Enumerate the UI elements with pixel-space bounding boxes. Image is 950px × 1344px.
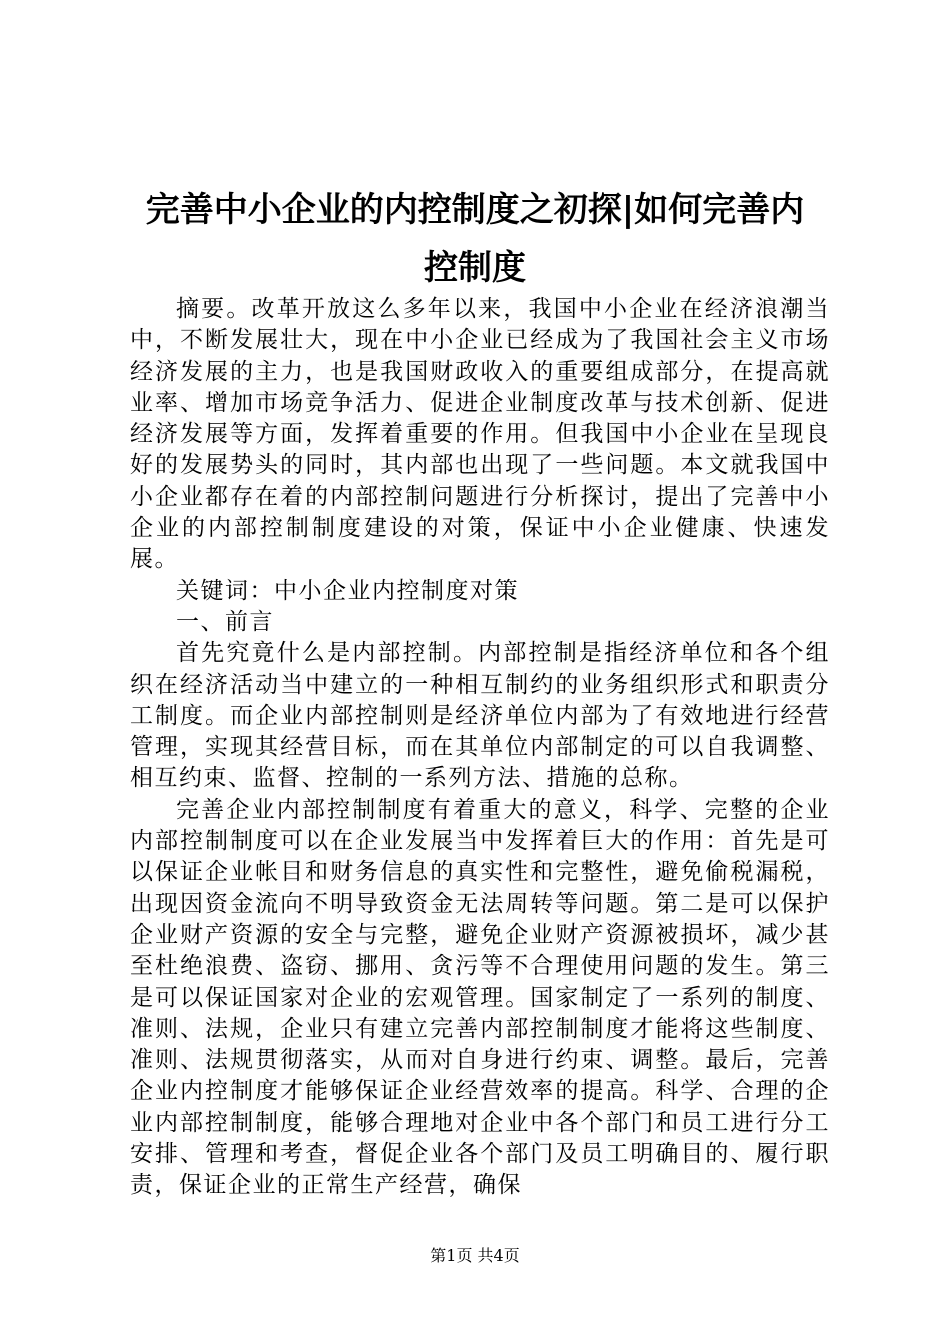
document-title-line-2: 控制度	[424, 248, 526, 288]
document-body	[130, 294, 830, 1202]
section-heading-preface: 一、前言	[176, 608, 274, 635]
document-title-line-1: 完善中小企业的内控制度之初探|如何完善内	[145, 190, 805, 230]
body-paragraph: 首先究竟什么是内部控制。内部控制是指经济单位和各个组织在经济活动当中建立的一种相互制约的业务组织形式和职责分工制度。而企业内部控制则是经济单位内部为了有效地进行经营管理，实现其经营目标，而在其单位内部制定的可以自我调整、相互约束、监督、控制的一系列方法、措施的总称。	[130, 640, 830, 792]
body-paragraph: 完善企业内部控制制度有着重大的意义，科学、完整的企业内部控制制度可以在企业发展当中发挥着巨大的作用：首先是可以保证企业帐目和财务信息的真实性和完整性，避免偷税漏税，出现因资金流向不明导致资金无法周转等问题。第二是可以保护企业财产资源的安全与完整，避免企业财产资源被损坏，减少甚至杜绝浪费、盗窃、挪用、贪污等不合理使用问题的发生。第三是可以保证国家对企业的宏观管理。国家制定了一系列的制度、准则、法规，企业只有建立完善内部控制制度才能将这些制度、准则、法规贯彻落实，从而对自身进行约束、调整。最后，完善企业内控制度才能够保证企业经营效率的提高。科学、合理的企业内部控制制度，能够合理地对企业中各个部门和员工进行分工安排、管理和考查，督促企业各个部门及员工明确目的、履行职责，保证企业的正常生产经营，确保	[130, 796, 830, 1199]
abstract-paragraph: 摘要。改革开放这么多年以来，我国中小企业在经济浪潮当中，不断发展壮大，现在中小企业已经成为了我国社会主义市场经济发展的主力，也是我国财政收入的重要组成部分，在提高就业率、增加市场竞争活力、促进企业制度改革与技术创新、促进经济发展等方面，发挥着重要的作用。但我国中小企业在呈现良好的发展势头的同时，其内部也出现了一些问题。本文就我国中小企业都存在着的内部控制问题进行分析探讨，提出了完善中小企业的内部控制制度建设的对策，保证中小企业健康、快速发展。	[130, 296, 830, 573]
page-number-footer: 第1页 共4页	[430, 1246, 520, 1265]
keywords-paragraph: 关键词：中小企业内控制度对策	[176, 577, 519, 604]
